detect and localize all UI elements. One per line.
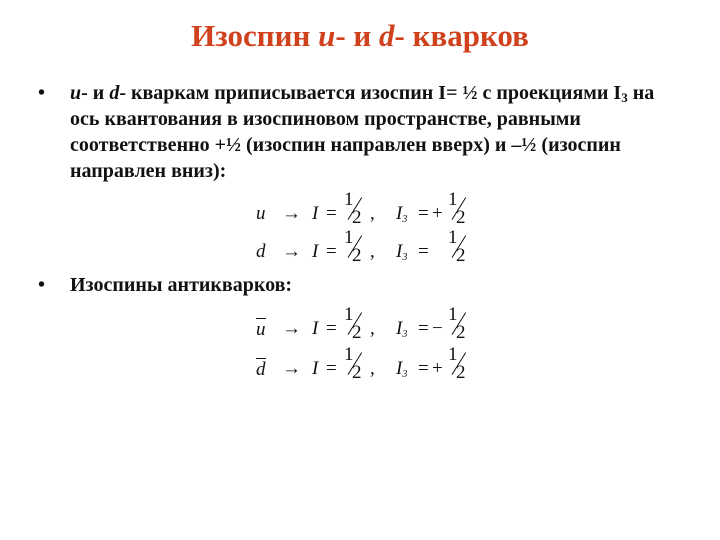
formula-arrow: → [282, 318, 301, 339]
formula-arrow: → [282, 203, 301, 224]
formula-eq: = [326, 241, 337, 262]
formula-fraction-2 [444, 227, 470, 267]
formula-I: I [312, 358, 319, 379]
formula-I: I [312, 203, 319, 224]
formula-I3-letter: I [396, 203, 403, 224]
bullet-dot: • [38, 274, 46, 296]
formula-I3 [396, 318, 407, 340]
formula-fraction [340, 304, 366, 344]
formula-fraction [340, 344, 366, 384]
bullet2-text: Изоспины антикварков: [70, 274, 293, 296]
formula-d [256, 227, 496, 271]
fraction-num: 1 [344, 304, 354, 325]
formula-particle: u [256, 203, 266, 224]
fraction-num: 1 [448, 344, 458, 365]
bullet-antiquark-isospin [38, 272, 678, 298]
formula-I3-letter: I [396, 241, 403, 262]
fraction-num: 1 [448, 304, 458, 325]
formula-eq: = [326, 318, 337, 339]
formula-eq2: = [418, 203, 429, 224]
formula-eq: = [326, 358, 337, 379]
formula-fraction-2 [444, 304, 470, 344]
bullet1-d: d [109, 82, 120, 104]
fraction-den: 2 [352, 362, 362, 383]
fraction-num: 1 [344, 227, 354, 248]
formula-comma: , [370, 241, 375, 262]
title-prefix: Изоспин [191, 18, 319, 53]
fraction-den: 2 [456, 245, 466, 266]
formula-sign: + [432, 203, 443, 224]
bullet1-sub: 3 [621, 90, 628, 105]
formula-sign: − [432, 318, 443, 339]
fraction-num: 1 [344, 344, 354, 365]
formula-fraction-2 [444, 189, 470, 229]
title-d: d [379, 18, 395, 53]
formula-particle: u [256, 319, 266, 340]
fraction-den: 2 [456, 362, 466, 383]
formula-eq2: = [418, 318, 429, 339]
formula-particle: d [256, 241, 266, 262]
formula-I3 [396, 358, 407, 380]
fraction-num: 1 [344, 189, 354, 210]
fraction-num: 1 [448, 227, 458, 248]
fraction-den: 2 [456, 322, 466, 343]
formula-anti-d [256, 344, 496, 388]
formula-sign: + [432, 358, 443, 379]
formula-I3-sub: 3 [402, 329, 408, 340]
formula-I: I [312, 241, 319, 262]
title-suffix: - кварков [394, 18, 529, 53]
fraction-den: 2 [352, 245, 362, 266]
bullet1-u: u [70, 82, 82, 104]
formula-I: I [312, 318, 319, 339]
formula-I3-letter: I [396, 358, 403, 379]
bullet-dot: • [38, 82, 46, 104]
formula-I3 [396, 241, 407, 263]
formula-I3-sub: 3 [402, 252, 408, 263]
fraction-den: 2 [352, 207, 362, 228]
formula-comma: , [370, 203, 375, 224]
formula-arrow: → [282, 358, 301, 379]
formula-I3-letter: I [396, 318, 403, 339]
formula-comma: , [370, 358, 375, 379]
fraction-den: 2 [456, 207, 466, 228]
formula-eq2: = [418, 241, 429, 262]
formula-eq2: = [418, 358, 429, 379]
formula-eq: = [326, 203, 337, 224]
fraction-den: 2 [352, 322, 362, 343]
bullet-body [70, 80, 678, 184]
title-mid: - и [335, 18, 380, 53]
formula-fraction [340, 189, 366, 229]
bullet1-t1: - и [81, 82, 110, 104]
formula-arrow: → [282, 241, 301, 262]
title-u: u [318, 18, 336, 53]
bullet-quark-isospin [38, 80, 678, 184]
fraction-num: 1 [448, 189, 458, 210]
formula-I3-sub: 3 [402, 214, 408, 225]
formula-I3 [396, 203, 407, 225]
formula-particle: d [256, 359, 266, 380]
bullet1-t3: на ось квантования в изоспиновом пространстве, равными соответственно +½ (изоспин направлен вверх) и –½ (изоспин направлен вниз): [70, 82, 655, 182]
bullet1-t2: - кваркам приписывается изоспин I= ½ с проекциями I [119, 82, 622, 104]
formula-fraction-2 [444, 344, 470, 384]
formula-fraction [340, 227, 366, 267]
formula-comma: , [370, 318, 375, 339]
slide-title [0, 18, 720, 54]
formula-I3-sub: 3 [402, 369, 408, 380]
